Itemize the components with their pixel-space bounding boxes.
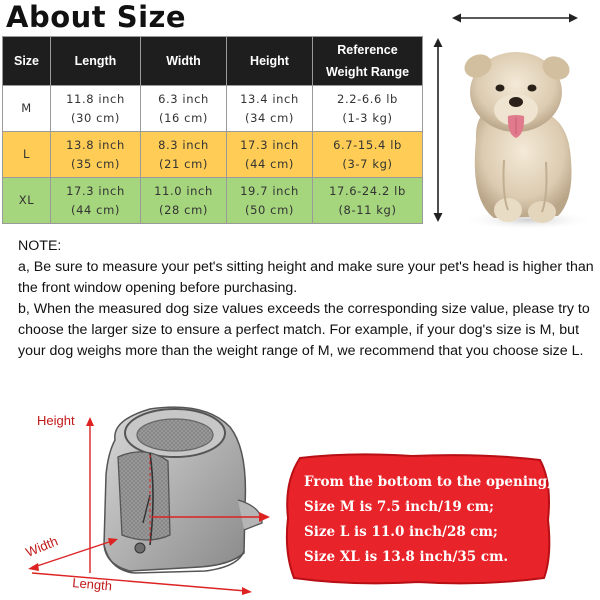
kg-value: (8-11 kg) bbox=[338, 202, 397, 217]
kg-value: (3-7 kg) bbox=[342, 156, 393, 171]
inch-value: 6.3 inch bbox=[158, 91, 209, 106]
height-cell bbox=[227, 178, 313, 224]
lb-value: 17.6-24.2 lb bbox=[329, 183, 406, 198]
inch-value: 13.8 inch bbox=[66, 137, 125, 152]
col-header-length: Length bbox=[51, 37, 141, 86]
notes-heading: NOTE: bbox=[18, 238, 62, 254]
cm-value: (16 cm) bbox=[159, 110, 208, 125]
inch-value: 19.7 inch bbox=[240, 183, 299, 198]
lb-value: 2.2-6.6 lb bbox=[337, 91, 398, 106]
cm-value: (21 cm) bbox=[159, 156, 208, 171]
col-header-weight-line1: Reference bbox=[337, 43, 398, 57]
height-measure-arrow-icon bbox=[432, 38, 444, 222]
table-header-row bbox=[3, 37, 423, 86]
cm-value: (44 cm) bbox=[71, 202, 120, 217]
notes-section bbox=[18, 236, 598, 362]
inch-value: 11.0 inch bbox=[154, 183, 213, 198]
height-cell bbox=[227, 86, 313, 132]
note-a: a, Be sure to measure your pet's sitting height and make sure your pet's head is higher than the front window opening before purchasing. bbox=[18, 259, 594, 296]
callout-line-4: Size XL is 13.8 inch/35 cm. bbox=[304, 549, 509, 565]
height-label: Height bbox=[37, 413, 75, 428]
weight-cell bbox=[313, 132, 423, 178]
col-header-size: Size bbox=[3, 37, 51, 86]
length-cell bbox=[51, 178, 141, 224]
puppy-photo bbox=[446, 30, 596, 230]
weight-cell bbox=[313, 86, 423, 132]
callout-text bbox=[304, 470, 552, 570]
carrier-diagram bbox=[0, 395, 300, 600]
length-cell bbox=[51, 132, 141, 178]
callout-line-3: Size L is 11.0 inch/28 cm; bbox=[304, 524, 498, 540]
width-cell bbox=[141, 86, 227, 132]
cm-value: (44 cm) bbox=[245, 156, 294, 171]
height-cell bbox=[227, 132, 313, 178]
col-header-weight-line2: Weight Range bbox=[325, 65, 410, 79]
size-cell: M bbox=[3, 86, 51, 132]
inch-value: 17.3 inch bbox=[240, 137, 299, 152]
col-header-width: Width bbox=[141, 37, 227, 86]
note-b: b, When the measured dog size values exceeds the corresponding size value, please try to choose the larger size to ensure a perfect match. For example, if your dog's size is M, but your dog weighs more than the weight range of M, we recommend that you choose size L. bbox=[18, 301, 590, 359]
table-row bbox=[3, 132, 423, 178]
size-cell: L bbox=[3, 132, 51, 178]
width-label: Width bbox=[23, 533, 60, 560]
cm-value: (50 cm) bbox=[245, 202, 294, 217]
table-row bbox=[3, 178, 423, 224]
length-cell bbox=[51, 86, 141, 132]
col-header-weight bbox=[313, 37, 423, 86]
length-label: Length bbox=[71, 575, 113, 594]
kg-value: (1-3 kg) bbox=[342, 110, 393, 125]
width-cell bbox=[141, 132, 227, 178]
width-measure-arrow-icon bbox=[452, 12, 578, 24]
inch-value: 17.3 inch bbox=[66, 183, 125, 198]
inch-value: 13.4 inch bbox=[240, 91, 299, 106]
cm-value: (28 cm) bbox=[159, 202, 208, 217]
size-table bbox=[2, 36, 423, 224]
cm-value: (35 cm) bbox=[71, 156, 120, 171]
cm-value: (30 cm) bbox=[71, 110, 120, 125]
table-row bbox=[3, 86, 423, 132]
callout-line-2: Size M is 7.5 inch/19 cm; bbox=[304, 499, 494, 515]
inch-value: 11.8 inch bbox=[66, 91, 125, 106]
width-cell bbox=[141, 178, 227, 224]
inch-value: 8.3 inch bbox=[158, 137, 209, 152]
cm-value: (34 cm) bbox=[245, 110, 294, 125]
page-title: About Size bbox=[6, 0, 187, 34]
col-header-height: Height bbox=[227, 37, 313, 86]
callout-line-1: From the bottom to the opening, bbox=[304, 474, 552, 490]
lb-value: 6.7-15.4 lb bbox=[333, 137, 402, 152]
size-cell: XL bbox=[3, 178, 51, 224]
weight-cell bbox=[313, 178, 423, 224]
